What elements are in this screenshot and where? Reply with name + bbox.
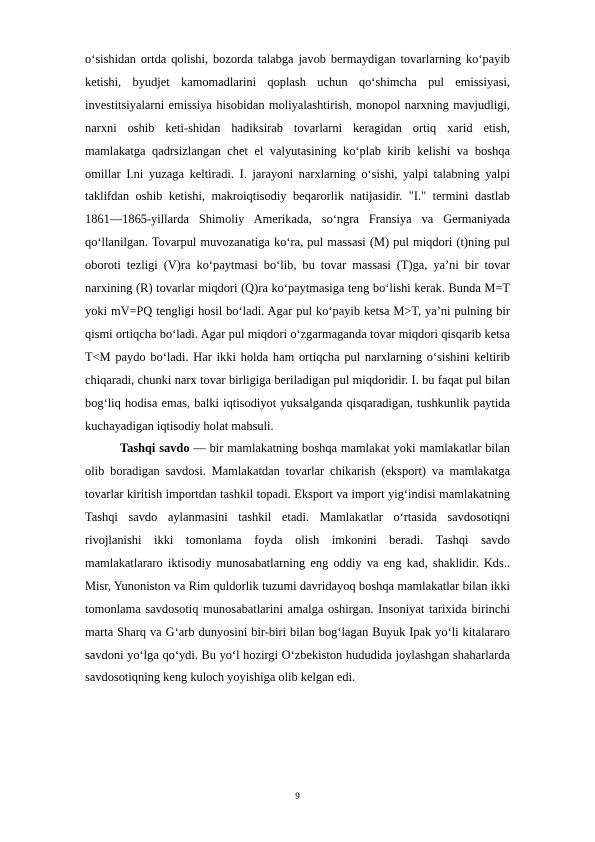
paragraph-foreign-trade xyxy=(85,437,510,689)
page-number: 9 xyxy=(295,791,300,801)
body-text xyxy=(85,48,510,689)
term-definition: — bir mamlakatning boshqa mamlakat yoki mamlakatlar bilan olib boradigan savdosi. Mamlakatdan tovarlar chikarish (eksport) va mamlakatga tovarlar kiritish importdan tashkil topadi. Eksport va import yig‘indisi mamlakatning Tashqi savdo aylanmasini tashkil etadi. Mamlakatlar o‘rtasida savdosotiqni rivojlanishi ikki tomonlama foyda olish imkonini beradi. Tashqi savdo mamlakatlararo iktisodiy munosabatlarning eng oddiy va eng kad, shaklidir. Kds.. Misr, Yunoniston va Rim quldorlik tuzumi davridayoq boshqa mamlakatlar bilan ikki tomonlama savdosotiq munosabatlarini amalga oshirgan. Insoniyat tarixida birinchi marta Sharq va G‘arb dunyosini bir-biri bilan bog‘lagan Buyuk Ipak yo‘li kitalararo savdoni yo‘lga qo‘ydi. Bu yo‘l hozirgi O‘zbekiston hududida joylashgan shaharlarda savdosotiqning keng kuloch yoyishiga olib kelgan edi. xyxy=(85,441,510,685)
paragraph-inflation: o‘sishidan ortda qolishi, bozorda talabga javob bermaydigan tovarlarning ko‘payib ketishi, byudjet kamomadlarini qoplash uchun qo‘shimcha pul emissiyasi, investitsiyalarni emissiya hisobidan moliyalashtirish, monopol narxning mavjudligi, narxni oshib keti-shidan hadiksirab tovarlarni keragidan ortiq xarid etish, mamlakatga qadrsizlangan chet el valyutasining ko‘plab kirib kelishi va boshqa omillar I.ni yuzaga keltiradi. I. jarayoni narxlarning o‘sishi, yalpi talabning yalpi taklifdan oshib ketishi, makroiqtisodiy beqarorlik natijasidir. "I." termini dastlab 1861—1865-yillarda Shimoliy Amerikada, so‘ngra Fransiya va Germaniyada qo‘llanilgan. Tovarpul muvozanatiga ko‘ra, pul massasi (M) pul miqdori (t)ning pul oboroti tezligi (V)ra ko‘paytmasi bo‘lib, bu tovar massasi (T)ga, ya’ni bir tovar narxining (R) tovarlar miqdori (Q)ra ko‘paytmasiga teng bo‘lishi kerak. Bunda M=T yoki mV=PQ tengligi hosil bo‘ladi. Agar pul ko‘payib ketsa M>T, ya’ni pulning bir qismi ortiqcha bo‘ladi. Agar pul miqdori o‘zgarmaganda tovar miqdori qisqarib ketsa T<M paydo bo‘ladi. Har ikki holda ham ortiqcha pul narxlarning o‘sishini keltirib chiqaradi, chunki narx tovar birligiga beriladigan pul miqdoridir. I. bu faqat pul bilan bog‘liq hodisa emas, balki iqtisodiyot yuksalganda qisqaradigan, tushkunlik paytida kuchayadigan iqtisodiy holat mahsuli. xyxy=(85,52,510,433)
term-heading: Tashqi savdo xyxy=(120,441,190,456)
